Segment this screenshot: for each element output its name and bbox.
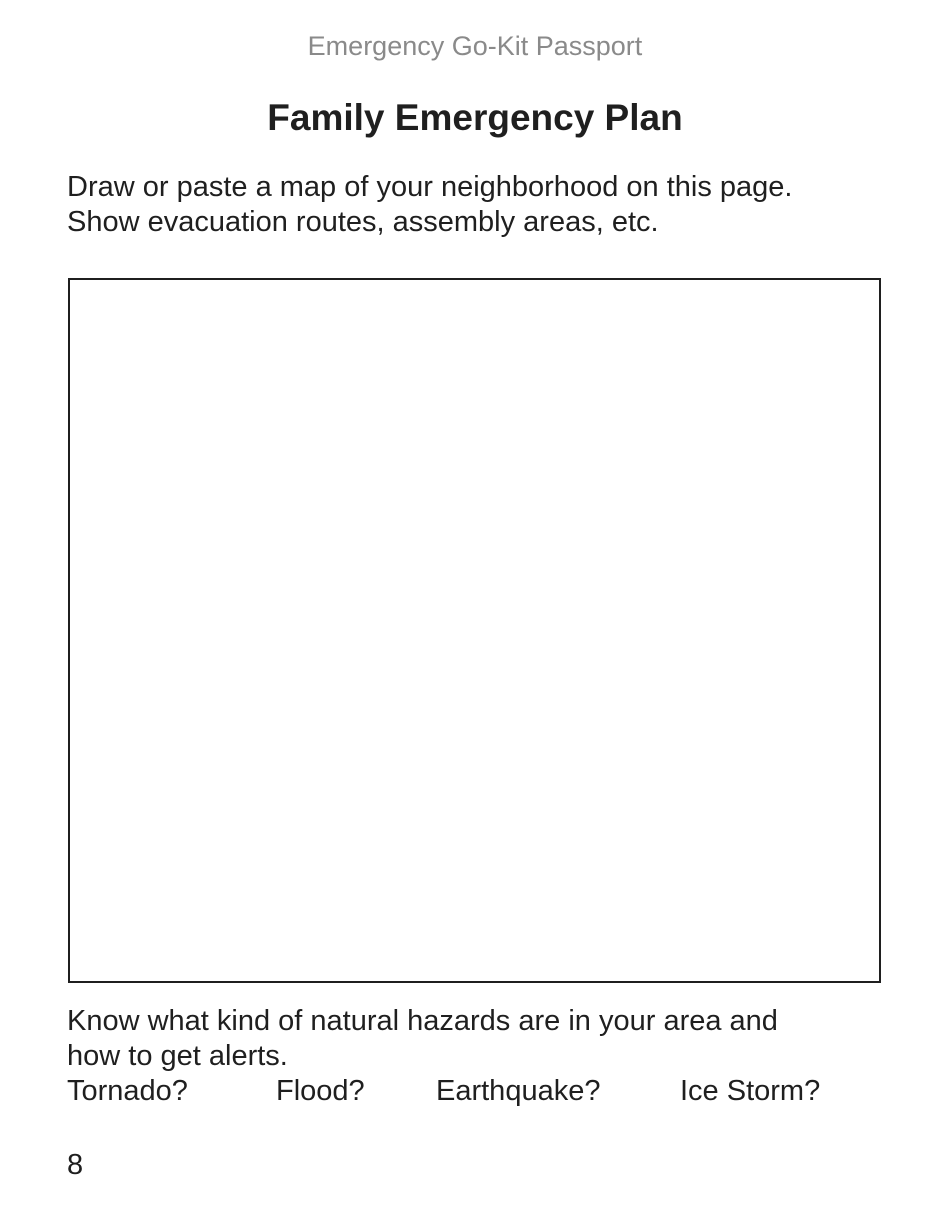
neighborhood-map-box[interactable] <box>68 278 881 983</box>
hazards-intro <box>67 1004 907 1074</box>
hazard-earthquake: Earthquake? <box>436 1075 601 1107</box>
page-number: 8 <box>67 1149 84 1181</box>
hazard-flood: Flood? <box>276 1075 365 1107</box>
hazard-tornado: Tornado? <box>67 1075 188 1107</box>
instruction-line: Show evacuation routes, assembly areas, etc. <box>67 206 659 238</box>
hazard-list <box>67 1074 907 1110</box>
map-instructions <box>67 170 907 240</box>
hazards-intro-line: Know what kind of natural hazards are in your area and <box>67 1005 778 1037</box>
hazards-intro-line: how to get alerts. <box>67 1040 288 1072</box>
hazard-ice-storm: Ice Storm? <box>680 1075 821 1107</box>
page-title: Family Emergency Plan <box>267 97 683 138</box>
instruction-line: Draw or paste a map of your neighborhood on this page. <box>67 171 793 203</box>
running-header: Emergency Go-Kit Passport <box>307 31 643 61</box>
